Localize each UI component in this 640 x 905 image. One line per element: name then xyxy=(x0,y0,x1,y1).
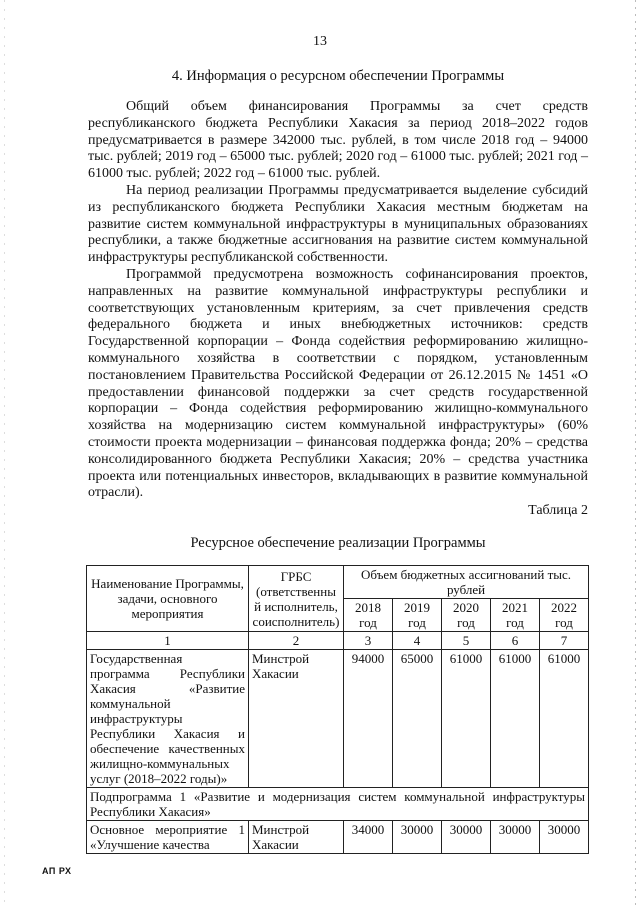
table-header-row xyxy=(87,566,589,599)
index-cell: 6 xyxy=(491,632,540,650)
table-title: Ресурсное обеспечение реализации Программы xyxy=(190,535,486,551)
value-cell-2021: 61000 xyxy=(491,650,540,788)
resource-table xyxy=(86,565,589,854)
paragraph-cofinancing: Программой предусмотрена возможность софинансирования проектов, направленных на развитие коммунальной инфраструктуры республики и соответствующих установленным критериям, за счет привлечения средств федерального бюджета и иных внебюджетных источников: средств Государственной корпорации – Фонда содействия реформированию жилищно-коммунального хозяйства в соответствии с порядком, установленным постановлением Правительства Российской Федерации от 26.12.2015 № 1451 «О предоставлении финансовой поддержки за счет средств государственной корпорации – Фонда содействия реформированию жилищно-коммунального хозяйства на модернизацию систем коммунальной инфраструктуры» (60% стоимости проекта модернизации – финансовая поддержка фонда; 20% – средства консолидированного бюджета Республики Хакасия; 20% – средства участника проекта или потенциальных инвесторов, вкладывающих в развитие коммунальной отрасли). xyxy=(88,266,588,501)
activity-name-cell: Основное мероприятие 1 «Улучшение качества xyxy=(87,821,249,854)
table-index-row xyxy=(87,632,589,650)
index-cell: 5 xyxy=(442,632,491,650)
footer-mark: АП РХ xyxy=(42,866,72,876)
body-text xyxy=(88,99,588,502)
header-volume-col: Объем бюджетных ассигнований тыс. рублей xyxy=(344,566,589,599)
value-cell-2019: 65000 xyxy=(393,650,442,788)
header-year-2020: 2020 год xyxy=(442,599,491,632)
header-year-2021: 2021 год xyxy=(491,599,540,632)
table-label: Таблица 2 xyxy=(528,503,588,518)
paragraph-financing-total: Общий объем финансирования Программы за счет средств республиканского бюджета Республики Хакасия за период 2018–2022 годов предусматривается в размере 342000 тыс. рублей, в том числе 2018 год – 94000 тыс. рублей; 2019 год – 65000 тыс. рублей; 2020 год – 61000 тыс. рублей; 2021 год – 61000 тыс. рублей; 2022 год – 61000 тыс. рублей. xyxy=(88,99,588,182)
header-year-2018: 2018 год xyxy=(344,599,393,632)
value-cell-2018: 94000 xyxy=(344,650,393,788)
value-cell-2021: 30000 xyxy=(491,821,540,854)
grbs-cell: Минстрой Хакасии xyxy=(249,650,344,788)
value-cell-2020: 30000 xyxy=(442,821,491,854)
header-name-col: Наименование Программы, задачи, основного мероприятия xyxy=(87,566,249,632)
value-cell-2022: 61000 xyxy=(540,650,589,788)
header-year-2022: 2022 год xyxy=(540,599,589,632)
header-grbs-col: ГРБС (ответственны й исполнитель, соисполнитель) xyxy=(249,566,344,632)
index-cell: 3 xyxy=(344,632,393,650)
subprogram-row xyxy=(87,788,589,821)
index-cell: 1 xyxy=(87,632,249,650)
table-row xyxy=(87,821,589,854)
index-cell: 4 xyxy=(393,632,442,650)
grbs-cell: Минстрой Хакасии xyxy=(249,821,344,854)
index-cell: 2 xyxy=(249,632,344,650)
table-row xyxy=(87,650,589,788)
header-year-2019: 2019 год xyxy=(393,599,442,632)
paragraph-subsidies: На период реализации Программы предусматривается выделение субсидий из республиканского бюджета Республики Хакасия местным бюджетам на развитие систем коммунальной инфраструктуры в муниципальных образованиях республики, а также бюджетные ассигнования на развитие систем коммунальной инфраструктуры республиканской собственности. xyxy=(88,182,588,266)
page-number: 13 xyxy=(313,34,327,49)
program-name-cell: Государственная программа Республики Хакасия «Развитие коммунальной инфраструктуры Республики Хакасия и обеспечение качественных жилищно-коммунальных услуг (2018–2022 годы)» xyxy=(87,650,249,788)
value-cell-2020: 61000 xyxy=(442,650,491,788)
value-cell-2022: 30000 xyxy=(540,821,589,854)
scan-edge-right xyxy=(635,0,636,905)
subprogram-cell: Подпрограмма 1 «Развитие и модернизация систем коммунальной инфраструктуры Республики Хакасия» xyxy=(87,788,589,821)
scan-edge-left xyxy=(4,0,5,905)
value-cell-2019: 30000 xyxy=(393,821,442,854)
value-cell-2018: 34000 xyxy=(344,821,393,854)
index-cell: 7 xyxy=(540,632,589,650)
section-heading: 4. Информация о ресурсном обеспечении Программы xyxy=(171,68,505,84)
